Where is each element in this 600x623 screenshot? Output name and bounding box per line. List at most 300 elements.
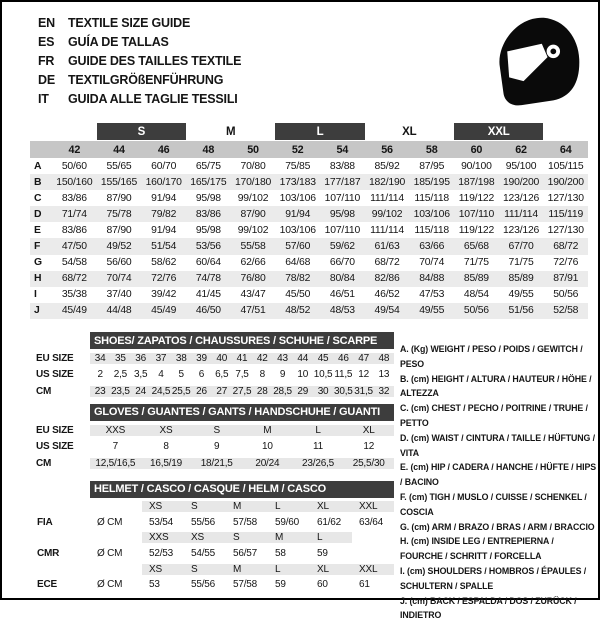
table-cell: 173/183: [279, 176, 316, 188]
table-cell: 57/60: [285, 241, 311, 253]
table-cell: 41: [232, 353, 252, 364]
table-cell: 46: [333, 353, 353, 364]
gloves-size-table: [30, 404, 394, 472]
table-cell: 87/90: [106, 224, 132, 236]
table-cell: 52/53: [149, 547, 174, 559]
table-cell: XL: [310, 501, 352, 512]
table-cell: 95/100: [505, 160, 537, 172]
table-row: [30, 546, 394, 562]
table-cell: 55/56: [191, 516, 216, 528]
table-cell: 79/82: [151, 208, 177, 220]
table-cell: 70/74: [419, 257, 445, 269]
table-cell: 55/56: [191, 579, 216, 591]
table-cell: XXL: [352, 501, 394, 512]
table-cell: 46: [157, 143, 170, 156]
table-cell: 46/51: [329, 289, 355, 301]
table-cell: 82/86: [374, 273, 400, 285]
table-cell: G: [34, 257, 42, 269]
table-cell: 24: [131, 386, 151, 397]
table-cell: 119/122: [458, 192, 495, 204]
table-cell: 28: [252, 386, 272, 397]
table-cell: 71/75: [463, 257, 489, 269]
table-cell: 150/160: [56, 176, 93, 188]
table-cell: IT: [38, 91, 49, 106]
table-cell: A: [34, 160, 42, 172]
legend-item: A. (Kg) WEIGHT / PESO / POIDS / GEWITCH / PESO: [400, 344, 583, 369]
table-cell: GUIDE DES TAILLES TEXTILE: [68, 53, 242, 68]
table-cell: 31,5: [354, 385, 373, 397]
legend-item: E. (cm) HIP / CADERA / HANCHE / HÜFTE / HIPS / BACINO: [400, 462, 596, 488]
table-row: [30, 422, 394, 439]
table-cell: 61: [359, 579, 370, 591]
table-cell: 119/122: [458, 224, 495, 236]
size-group-spacer: [30, 123, 52, 140]
table-cell: D: [34, 208, 42, 220]
table-cell: XL: [310, 564, 352, 575]
table-cell: 68/72: [553, 241, 579, 253]
table-cell: 45/49: [151, 305, 177, 317]
table-cell: 23,5: [111, 385, 130, 397]
table-cell: 95/98: [195, 224, 221, 236]
table-row: [30, 367, 394, 384]
legend-item: C. (cm) CHEST / PECHO / POITRINE / TRUHE / PETTO: [400, 403, 588, 428]
table-cell: 155/165: [100, 176, 138, 188]
table-cell: 53/54: [149, 516, 174, 528]
table-cell: 49/55: [508, 289, 534, 301]
table-cell: 63/66: [419, 241, 445, 253]
table-row: [30, 222, 588, 238]
table-cell: 60: [317, 579, 328, 591]
gloves-table-header: [30, 404, 394, 421]
table-cell: 37/40: [106, 289, 132, 301]
table-cell: 52: [291, 143, 304, 156]
helmet-table-title: HELMET / CASCO / CASQUE / HELM / CASCO: [90, 481, 394, 498]
table-cell: 61/62: [317, 516, 342, 528]
table-cell: 48/52: [285, 305, 311, 317]
shoes-size-table: [30, 332, 394, 400]
legend-item: J. (cm) BACK / ESPALDA / DOS / ZURÜCK / INDIETRO: [400, 595, 577, 621]
table-cell: 9: [213, 441, 220, 453]
table-cell: TEXTILGRÖßENFÜHRUNG: [68, 72, 224, 87]
racing-helmet-icon: [489, 13, 585, 109]
shoes-table-rows: [30, 350, 394, 400]
table-cell: 46/52: [374, 289, 400, 301]
table-cell: H: [34, 273, 42, 285]
table-cell: L: [293, 425, 344, 436]
header-spacer: [30, 332, 90, 349]
table-cell: M: [268, 532, 310, 543]
table-cell: 170/180: [234, 176, 272, 188]
table-cell: 185/195: [413, 176, 450, 188]
table-cell: XL: [343, 425, 394, 436]
table-cell: 107/110: [324, 224, 361, 236]
table-cell: 42: [252, 353, 272, 364]
table-cell: 2: [97, 369, 103, 381]
table-cell: 10: [261, 441, 273, 453]
table-cell: 11,5: [334, 369, 353, 381]
table-cell: 54: [336, 143, 349, 156]
table-cell: 111/114: [370, 224, 404, 236]
table-cell: FIA: [30, 517, 90, 528]
table-cell: EN: [38, 15, 55, 30]
table-cell: 127/130: [547, 224, 584, 236]
table-row: [38, 32, 241, 51]
table-cell: 123/126: [502, 192, 540, 204]
table-cell: 111/114: [370, 192, 404, 204]
table-cell: XS: [142, 501, 184, 512]
table-cell: 58/62: [151, 257, 177, 269]
table-cell: XXS: [142, 532, 184, 543]
textile-measurement-rows: [30, 158, 588, 319]
table-cell: 91/94: [151, 192, 177, 204]
legend-item: F. (cm) TIGH / MUSLO / CUISSE / SCHENKEL / COSCIA: [400, 491, 587, 517]
table-cell: EU SIZE: [30, 425, 90, 436]
table-row: [38, 13, 241, 32]
table-cell: 59: [317, 547, 328, 559]
legend-item: B. (cm) HEIGHT / ALTURA / HAUTEUR / HÖHE / ALTEZZA: [400, 373, 592, 399]
table-cell: 43: [272, 353, 292, 364]
table-cell: 87/91: [553, 273, 579, 285]
table-cell: 95/98: [195, 192, 221, 204]
table-row: [30, 255, 588, 271]
shoes-table-header: [30, 332, 394, 349]
table-cell: 45/50: [285, 289, 311, 301]
table-cell: 43/47: [240, 289, 266, 301]
table-cell: 65/75: [195, 160, 221, 172]
table-cell: 85/92: [374, 160, 400, 172]
table-cell: 49/54: [374, 305, 400, 317]
table-row: [30, 206, 588, 222]
table-cell: 115/119: [548, 208, 584, 220]
table-cell: 46/50: [195, 305, 221, 317]
table-cell: 44: [113, 143, 125, 156]
table-cell: 48: [374, 353, 394, 364]
helmet-size-table: [30, 481, 394, 593]
table-cell: 59: [275, 579, 286, 591]
header-spacer: [30, 481, 90, 498]
table-row: [30, 287, 588, 303]
table-cell: 103/106: [279, 192, 316, 204]
table-cell: 25,5/30: [343, 458, 394, 469]
table-cell: 2,5: [113, 369, 128, 381]
table-cell: 59/62: [329, 241, 355, 253]
table-cell: 27,5: [232, 385, 252, 397]
legend-item: G. (cm) ARM / BRAZO / BRAS / ARM / BRACCIO: [400, 521, 595, 532]
table-row: [30, 561, 394, 577]
table-cell: 87/95: [419, 160, 445, 172]
table-cell: 83/86: [195, 208, 221, 220]
table-cell: 103/106: [279, 224, 316, 236]
textile-size-table: [30, 123, 588, 319]
table-cell: 76/80: [240, 273, 266, 285]
table-cell: 90/100: [461, 160, 492, 172]
table-cell: 75/78: [106, 208, 132, 220]
table-cell: 29: [293, 386, 313, 397]
table-cell: 99/102: [371, 208, 403, 220]
table-cell: 177/187: [324, 176, 361, 188]
table-cell: 4: [158, 369, 164, 381]
table-cell: XS: [142, 564, 184, 575]
table-cell: 18/21,5: [191, 458, 242, 469]
measurement-legend: [400, 342, 596, 623]
table-cell: 25,5: [171, 385, 191, 397]
table-cell: 53: [149, 579, 160, 591]
table-cell: 5: [178, 369, 184, 381]
table-cell: I: [34, 289, 37, 301]
helmet-table-header: [30, 481, 394, 498]
table-cell: 55/65: [106, 160, 132, 172]
table-cell: 20/24: [242, 458, 293, 469]
table-cell: 42: [68, 143, 81, 156]
table-cell: 115/118: [414, 192, 450, 204]
table-cell: 111/114: [504, 208, 538, 220]
table-row: [38, 70, 241, 89]
table-cell: 85/89: [463, 273, 489, 285]
table-cell: FR: [38, 53, 55, 68]
table-cell: 49/52: [106, 241, 132, 253]
table-cell: GUÍA DE TALLAS: [68, 34, 169, 49]
table-cell: 51/54: [151, 241, 177, 253]
table-cell: 10,5: [313, 369, 333, 381]
size-group-header: [30, 123, 588, 140]
table-row: [38, 89, 241, 108]
table-cell: DE: [38, 72, 55, 87]
table-cell: 54/58: [61, 257, 87, 269]
numeric-size-header-row: [30, 141, 588, 158]
language-title-list: [38, 13, 241, 108]
table-cell: 3,5: [134, 369, 148, 381]
table-cell: 187/198: [458, 176, 495, 188]
table-cell: 87/90: [106, 192, 132, 204]
table-cell: L: [268, 564, 310, 575]
shoes-table-title: SHOES/ ZAPATOS / CHAUSSURES / SCHUHE / SCARPE: [90, 332, 394, 349]
table-cell: 10: [297, 369, 309, 381]
legend-item: I. (cm) SHOULDERS / HOMBROS / ÉPAULES / SCHULTERN / SPALLE: [400, 565, 587, 591]
table-cell: S: [191, 425, 242, 436]
table-cell: 52/58: [553, 305, 579, 317]
table-cell: 83/86: [61, 224, 87, 236]
table-row: [30, 141, 588, 158]
table-row: [30, 455, 394, 472]
table-cell: 70/74: [106, 273, 132, 285]
table-cell: 103/106: [413, 208, 450, 220]
table-cell: TEXTILE SIZE GUIDE: [68, 15, 191, 30]
table-cell: 37: [151, 353, 171, 364]
table-row: [30, 514, 394, 530]
table-cell: XXL: [352, 564, 394, 575]
table-cell: 78/82: [285, 273, 311, 285]
table-cell: 190/200: [502, 176, 540, 188]
table-cell: 50/56: [463, 305, 489, 317]
table-cell: 11: [313, 441, 324, 453]
table-cell: 47/50: [61, 241, 87, 253]
table-cell: 64: [559, 143, 572, 156]
table-cell: 50: [247, 143, 259, 156]
table-cell: 61/63: [374, 241, 400, 253]
table-cell: 74/78: [195, 273, 221, 285]
table-cell: CMR: [30, 548, 90, 559]
size-group-blank: [543, 123, 588, 140]
table-cell: M: [226, 564, 268, 575]
table-cell: 13: [378, 369, 390, 381]
table-cell: 51/56: [508, 305, 534, 317]
size-group-xl: XL: [402, 125, 417, 138]
table-row: [30, 174, 588, 190]
table-cell: 84/88: [419, 273, 445, 285]
table-cell: XXS: [90, 425, 141, 436]
table-cell: 105/115: [548, 160, 584, 172]
table-cell: 48: [202, 143, 215, 156]
table-row: [30, 303, 588, 319]
table-cell: 39/42: [151, 289, 177, 301]
table-cell: 72/76: [553, 257, 579, 269]
table-cell: 72/76: [151, 273, 177, 285]
table-cell: L: [310, 532, 352, 543]
size-group-xxl: XXL: [454, 123, 543, 140]
table-cell: 23: [90, 386, 110, 397]
table-cell: 24,5: [151, 385, 171, 397]
table-row: [30, 238, 588, 254]
table-cell: 60/70: [151, 160, 177, 172]
table-cell: 71/74: [61, 208, 87, 220]
table-cell: 30: [313, 386, 333, 397]
table-cell: 62/66: [240, 257, 266, 269]
table-cell: S: [184, 501, 226, 512]
table-cell: 50/56: [553, 289, 579, 301]
table-cell: 68/72: [61, 273, 87, 285]
table-cell: 12: [358, 369, 369, 381]
size-group-blank: [52, 123, 97, 140]
table-cell: B: [34, 176, 42, 188]
table-cell: 83/86: [61, 192, 87, 204]
table-cell: 160/170: [145, 176, 182, 188]
table-cell: 123/126: [502, 224, 540, 236]
table-cell: 56/60: [106, 257, 132, 269]
table-cell: 190/200: [547, 176, 584, 188]
size-group-l: L: [275, 123, 364, 140]
table-cell: 12,5/16,5: [90, 458, 141, 469]
table-cell: 47/53: [419, 289, 445, 301]
table-cell: 40: [212, 353, 232, 364]
table-cell: 56/57: [233, 547, 258, 559]
table-cell: 115/118: [414, 224, 450, 236]
table-cell: 6,5: [215, 369, 229, 381]
table-cell: 64/68: [285, 257, 311, 269]
table-cell: 165/175: [190, 176, 227, 188]
table-cell: E: [34, 224, 41, 236]
table-cell: 38: [171, 353, 191, 364]
table-cell: 7,5: [235, 369, 249, 381]
table-cell: 60/64: [195, 257, 221, 269]
table-row: [30, 190, 588, 206]
table-cell: 182/190: [368, 176, 406, 188]
table-cell: 85/89: [508, 273, 534, 285]
table-cell: 45/49: [61, 305, 87, 317]
table-cell: Ø CM: [97, 516, 123, 528]
table-cell: J: [34, 305, 40, 317]
table-cell: 44: [293, 353, 313, 364]
table-cell: 34: [90, 353, 110, 364]
table-cell: 30,5: [333, 385, 353, 397]
table-row: [30, 383, 394, 400]
table-cell: 80/84: [329, 273, 355, 285]
table-row: [30, 530, 394, 546]
table-row: [38, 51, 241, 70]
table-cell: 70/80: [240, 160, 266, 172]
legend-item: D. (cm) WAIST / CINTURA / TAILLE / HÜFTUNG / VITA: [400, 432, 595, 458]
table-cell: US SIZE: [30, 369, 90, 380]
table-row: [30, 438, 394, 455]
table-cell: 95/98: [329, 208, 355, 220]
size-group-m: M: [225, 125, 236, 138]
table-cell: 55/58: [240, 241, 266, 253]
table-cell: 28,5: [273, 385, 292, 397]
table-cell: 127/130: [547, 192, 584, 204]
table-cell: 99/102: [237, 224, 269, 236]
table-row: [30, 577, 394, 593]
table-cell: 58: [275, 547, 286, 559]
table-row: [30, 499, 394, 515]
table-cell: XS: [141, 425, 192, 436]
table-cell: 107/110: [458, 208, 495, 220]
table-cell: GUIDA ALLE TAGLIE TESSILI: [68, 91, 238, 106]
table-cell: 35: [110, 353, 130, 364]
table-cell: 60: [470, 143, 483, 156]
table-cell: C: [34, 192, 42, 204]
table-cell: 48/54: [463, 289, 489, 301]
table-cell: Ø CM: [97, 579, 123, 591]
table-cell: 32: [374, 386, 394, 397]
table-cell: 91/94: [285, 208, 311, 220]
table-cell: 45: [313, 353, 333, 364]
header-spacer: [30, 404, 90, 421]
table-cell: 9: [279, 369, 286, 381]
table-cell: 12: [363, 441, 375, 453]
table-cell: CM: [30, 458, 90, 469]
table-cell: ECE: [30, 579, 90, 590]
table-cell: XS: [184, 532, 226, 543]
table-cell: S: [226, 532, 268, 543]
size-group-s: S: [97, 123, 186, 140]
table-cell: 36: [131, 353, 151, 364]
table-cell: 49/55: [419, 305, 445, 317]
table-cell: 48/53: [329, 305, 355, 317]
table-cell: 23/26,5: [293, 458, 344, 469]
table-cell: 41/45: [195, 289, 221, 301]
table-row: [30, 158, 588, 174]
table-row: [30, 350, 394, 367]
table-cell: 26: [191, 386, 211, 397]
table-cell: 75/85: [285, 160, 311, 172]
table-cell: 99/102: [237, 192, 269, 204]
helmet-table-rows: [30, 499, 394, 593]
table-cell: 47/51: [240, 305, 266, 317]
table-cell: Ø CM: [97, 547, 123, 559]
table-cell: 53/56: [195, 241, 221, 253]
table-cell: L: [268, 501, 310, 512]
table-cell: 66/70: [329, 257, 355, 269]
table-cell: 6: [198, 369, 205, 381]
table-cell: 57/58: [233, 516, 258, 528]
table-cell: ES: [38, 34, 55, 49]
table-cell: US SIZE: [30, 441, 90, 452]
table-cell: 71/75: [508, 257, 534, 269]
table-row: [30, 271, 588, 287]
table-cell: 107/110: [324, 192, 361, 204]
table-cell: 35/38: [61, 289, 87, 301]
table-cell: 8: [163, 441, 169, 453]
table-cell: 47: [353, 353, 373, 364]
